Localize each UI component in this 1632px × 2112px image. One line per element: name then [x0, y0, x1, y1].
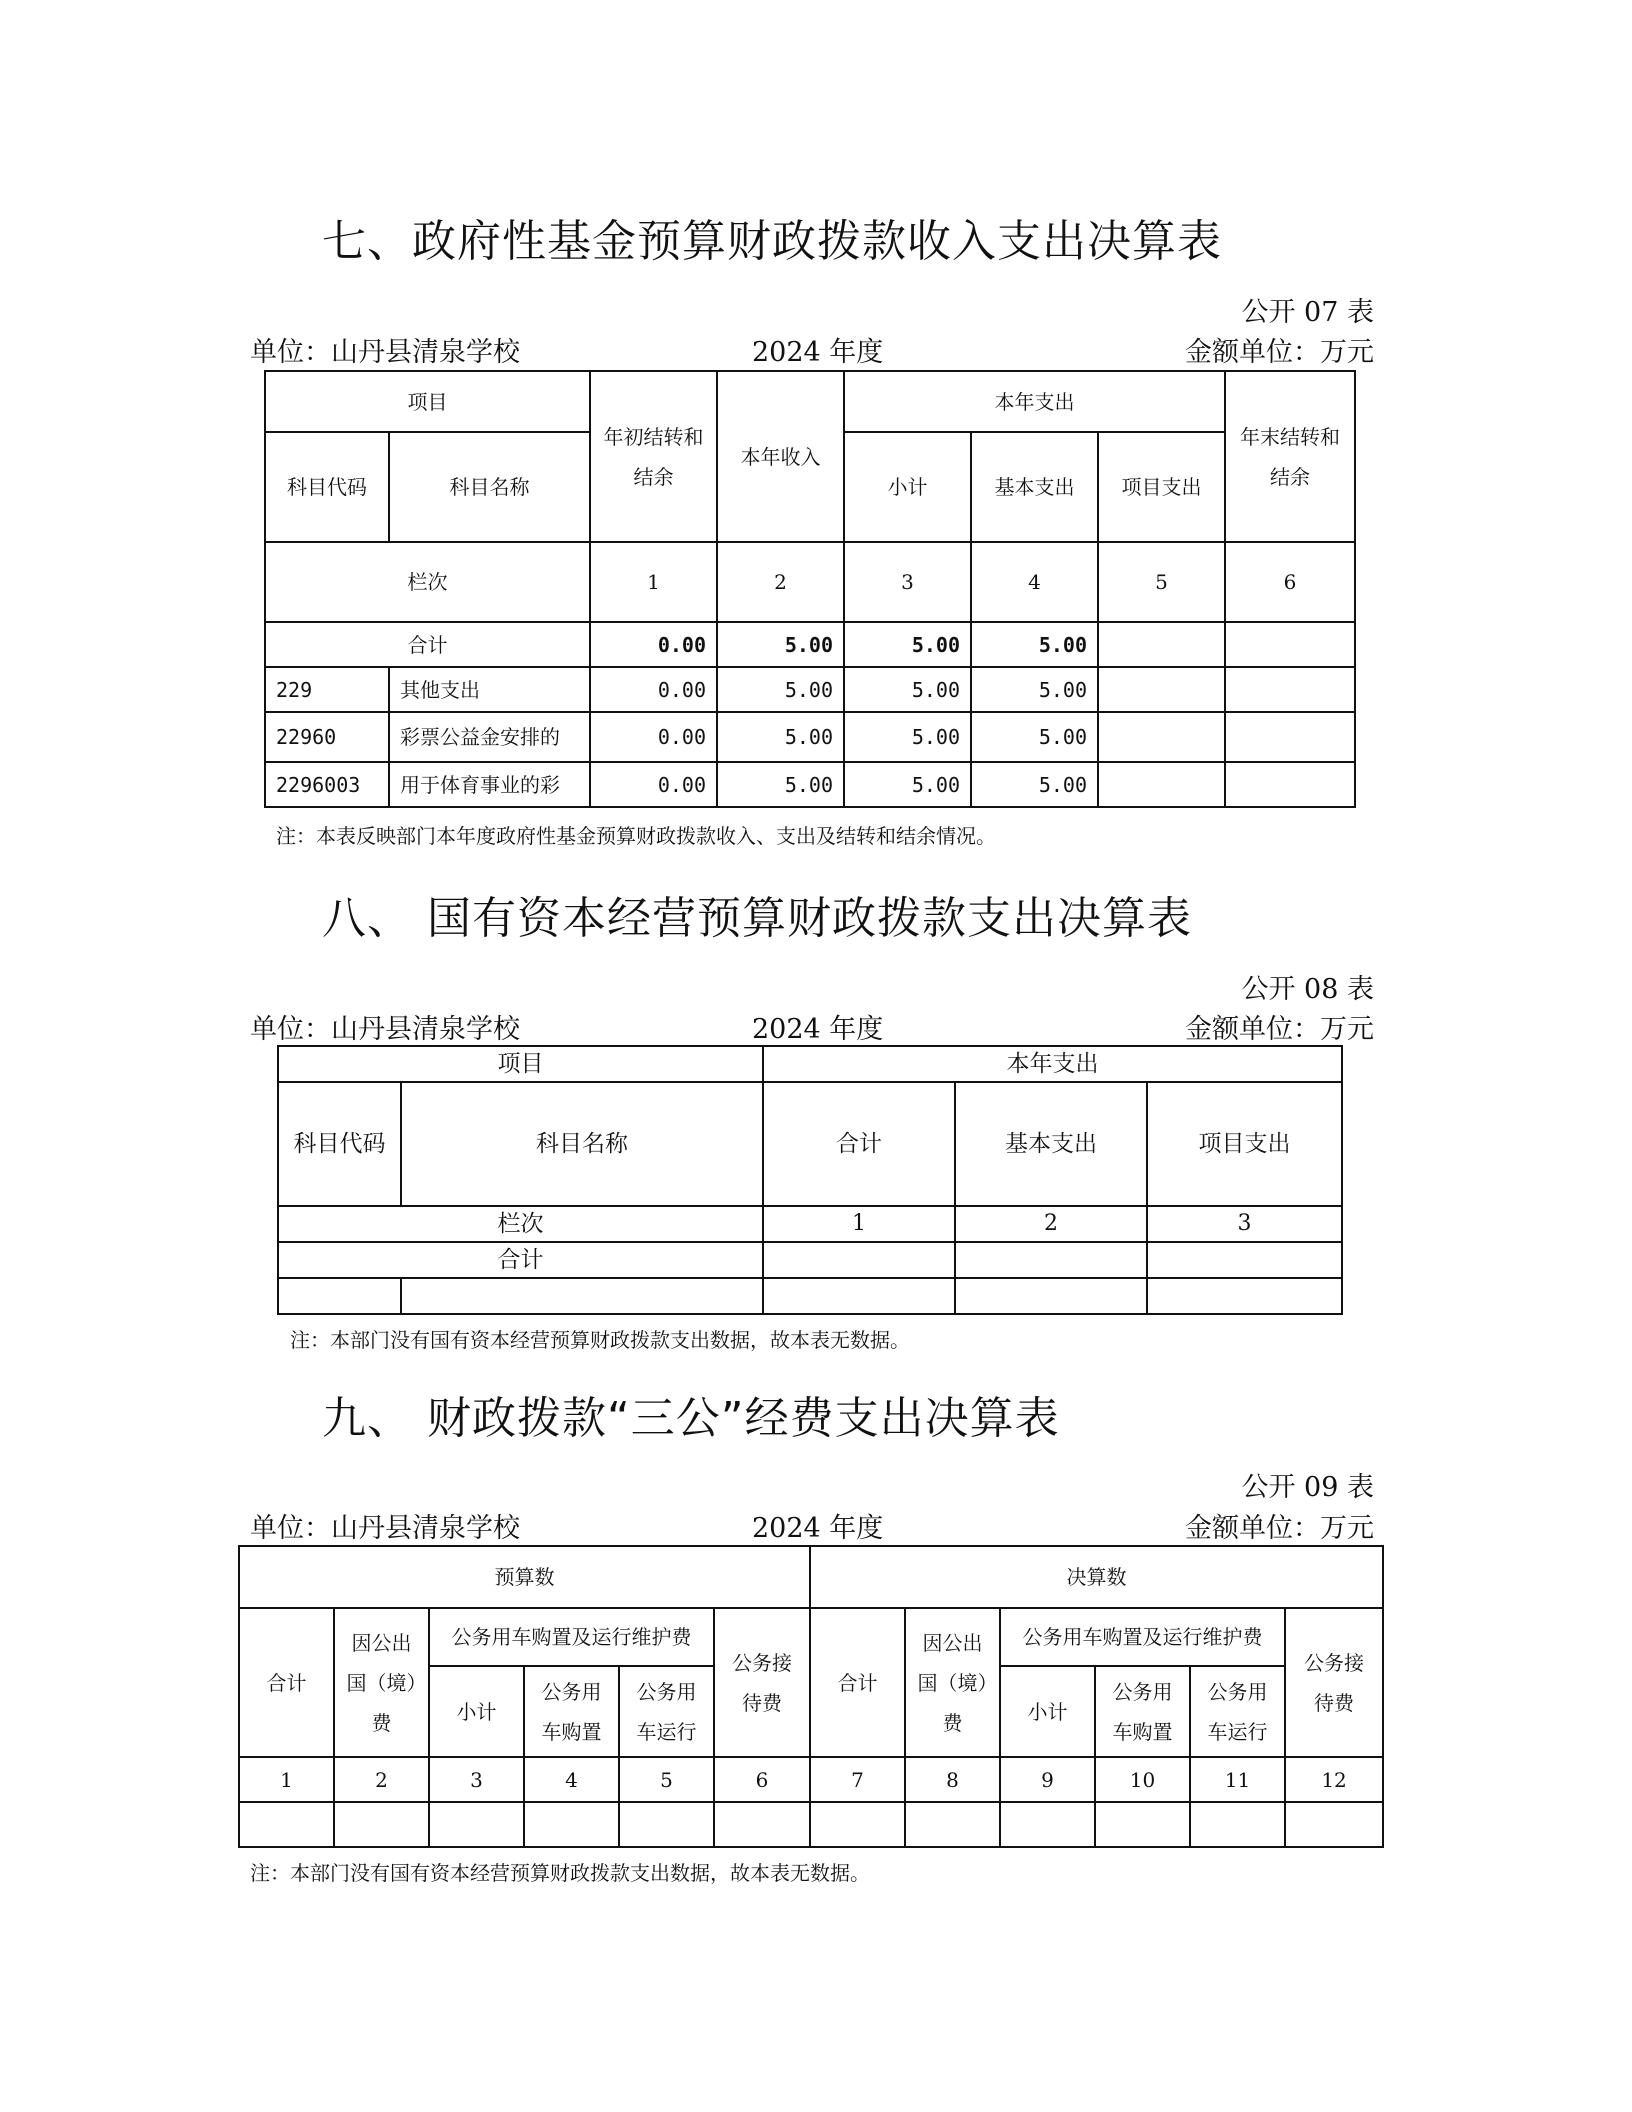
table-row [278, 1278, 1342, 1314]
final-car-run-header: 公务用车运行 [1190, 1666, 1285, 1757]
cell [334, 1802, 429, 1847]
row-name: 彩票公益金安排的 [389, 712, 590, 762]
column-number: 1 [239, 1757, 334, 1802]
column-number: 7 [810, 1757, 905, 1802]
column-row-label: 栏次 [265, 542, 590, 622]
final-car-header: 公务用车购置及运行维护费 [1000, 1608, 1285, 1666]
row-value: 5.00 [971, 762, 1098, 807]
section8-unit: 单位：山丹县清泉学校 [250, 1014, 520, 1045]
header-project: 项目支出 [1147, 1082, 1342, 1206]
cell [1285, 1802, 1383, 1847]
row-value: 0.00 [590, 762, 717, 807]
header-budget: 预算数 [239, 1546, 810, 1608]
section9-note: 注：本部门没有国有资本经营预算财政拨款支出数据，故本表无数据。 [250, 1861, 870, 1885]
row-value [1225, 712, 1355, 762]
column-number: 6 [1225, 542, 1355, 622]
row-value [763, 1278, 955, 1314]
row-value [1098, 762, 1225, 807]
column-number: 2 [717, 542, 844, 622]
cell [1000, 1802, 1095, 1847]
column-number: 6 [714, 1757, 810, 1802]
row-name: 其他支出 [389, 667, 590, 712]
budget-subtotal-header: 小计 [429, 1666, 524, 1757]
column-number: 2 [955, 1206, 1147, 1242]
total-value [1225, 622, 1355, 667]
row-value [1225, 667, 1355, 712]
row-code [278, 1278, 401, 1314]
cell [429, 1802, 524, 1847]
header-code: 科目代码 [265, 432, 389, 542]
header-total: 合计 [763, 1082, 955, 1206]
section7-note: 注：本表反映部门本年度政府性基金预算财政拨款收入、支出及结转和结余情况。 [276, 824, 996, 848]
row-value [1225, 762, 1355, 807]
total-value: 5.00 [717, 622, 844, 667]
table-row [239, 1802, 1383, 1847]
header-item: 项目 [265, 371, 590, 432]
section7-currency: 金额单位：万元 [1185, 337, 1374, 368]
header-basic: 基本支出 [955, 1082, 1147, 1206]
row-value [955, 1278, 1147, 1314]
final-reception-header: 公务接待费 [1285, 1608, 1383, 1757]
row-value: 5.00 [717, 712, 844, 762]
row-value [1147, 1278, 1342, 1314]
total-value [1147, 1242, 1342, 1278]
total-value [1098, 622, 1225, 667]
row-value [1098, 667, 1225, 712]
cell [714, 1802, 810, 1847]
total-value [763, 1242, 955, 1278]
header-opening: 年初结转和结余 [590, 371, 717, 542]
column-number: 3 [1147, 1206, 1342, 1242]
section7-table [264, 370, 1356, 808]
budget-abroad-header: 因公出国（境）费 [334, 1608, 429, 1757]
section8-year: 2024 年度 [752, 1014, 884, 1045]
header-expense: 本年支出 [763, 1046, 1342, 1082]
header-subtotal: 小计 [844, 432, 971, 542]
header-expense: 本年支出 [844, 371, 1225, 432]
row-value: 5.00 [844, 667, 971, 712]
section8-table [277, 1045, 1343, 1315]
total-row [278, 1242, 1342, 1278]
section9-form-no: 公开 09 表 [1241, 1472, 1374, 1503]
budget-car-buy-header: 公务用车购置 [524, 1666, 619, 1757]
table-row [265, 667, 1355, 712]
row-value: 5.00 [717, 762, 844, 807]
section8-form-no: 公开 08 表 [1241, 974, 1374, 1005]
row-name: 用于体育事业的彩 [389, 762, 590, 807]
cell [1095, 1802, 1190, 1847]
cell [239, 1802, 334, 1847]
column-number: 3 [844, 542, 971, 622]
column-number: 10 [1095, 1757, 1190, 1802]
column-number: 3 [429, 1757, 524, 1802]
row-value: 5.00 [971, 667, 1098, 712]
row-value: 0.00 [590, 667, 717, 712]
row-code: 229 [265, 667, 389, 712]
total-label: 合计 [278, 1242, 763, 1278]
total-value: 0.00 [590, 622, 717, 667]
column-number: 2 [334, 1757, 429, 1802]
total-value: 5.00 [971, 622, 1098, 667]
header-code: 科目代码 [278, 1082, 401, 1206]
budget-car-run-header: 公务用车运行 [619, 1666, 714, 1757]
cell [905, 1802, 1000, 1847]
budget-total-header: 合计 [239, 1608, 334, 1757]
final-subtotal-header: 小计 [1000, 1666, 1095, 1757]
column-number: 11 [1190, 1757, 1285, 1802]
budget-reception-header: 公务接待费 [714, 1608, 810, 1757]
column-number: 5 [619, 1757, 714, 1802]
row-value [1098, 712, 1225, 762]
header-basic: 基本支出 [971, 432, 1098, 542]
cell [1190, 1802, 1285, 1847]
section7-title: 七、政府性基金预算财政拨款收入支出决算表 [322, 216, 1222, 267]
header-income: 本年收入 [717, 371, 844, 542]
total-label: 合计 [265, 622, 590, 667]
row-value: 5.00 [844, 712, 971, 762]
section9-year: 2024 年度 [752, 1513, 884, 1544]
column-number: 4 [971, 542, 1098, 622]
row-name [401, 1278, 763, 1314]
total-value: 5.00 [844, 622, 971, 667]
column-number: 12 [1285, 1757, 1383, 1802]
budget-car-header: 公务用车购置及运行维护费 [429, 1608, 714, 1666]
row-value: 0.00 [590, 712, 717, 762]
row-value: 5.00 [717, 667, 844, 712]
total-row [265, 622, 1355, 667]
column-number: 8 [905, 1757, 1000, 1802]
header-project: 项目支出 [1098, 432, 1225, 542]
header-name: 科目名称 [389, 432, 590, 542]
column-number: 4 [524, 1757, 619, 1802]
final-abroad-header: 因公出国（境）费 [905, 1608, 1000, 1757]
header-final: 决算数 [810, 1546, 1383, 1608]
final-total-header: 合计 [810, 1608, 905, 1757]
cell [810, 1802, 905, 1847]
section8-title: 八、 国有资本经营预算财政拨款支出决算表 [322, 893, 1192, 944]
section8-currency: 金额单位：万元 [1185, 1014, 1374, 1045]
final-car-buy-header: 公务用车购置 [1095, 1666, 1190, 1757]
row-value: 5.00 [971, 712, 1098, 762]
column-number: 1 [763, 1206, 955, 1242]
table-row [265, 762, 1355, 807]
column-row-label: 栏次 [278, 1206, 763, 1242]
total-value [955, 1242, 1147, 1278]
section9-unit: 单位：山丹县清泉学校 [250, 1513, 520, 1544]
row-code: 22960 [265, 712, 389, 762]
cell [619, 1802, 714, 1847]
row-value: 5.00 [844, 762, 971, 807]
column-number: 9 [1000, 1757, 1095, 1802]
section9-table [238, 1545, 1384, 1848]
section7-form-no: 公开 07 表 [1241, 297, 1374, 328]
table-row [265, 712, 1355, 762]
cell [524, 1802, 619, 1847]
header-name: 科目名称 [401, 1082, 763, 1206]
section8-note: 注：本部门没有国有资本经营预算财政拨款支出数据，故本表无数据。 [290, 1328, 910, 1352]
section9-currency: 金额单位：万元 [1185, 1513, 1374, 1544]
section9-title: 九、 财政拨款“三公”经费支出决算表 [322, 1393, 1060, 1444]
row-code: 2296003 [265, 762, 389, 807]
column-number: 5 [1098, 542, 1225, 622]
column-number: 1 [590, 542, 717, 622]
section7-unit: 单位：山丹县清泉学校 [250, 337, 520, 368]
section7-year: 2024 年度 [752, 337, 884, 368]
header-closing: 年末结转和结余 [1225, 371, 1355, 542]
header-item: 项目 [278, 1046, 763, 1082]
